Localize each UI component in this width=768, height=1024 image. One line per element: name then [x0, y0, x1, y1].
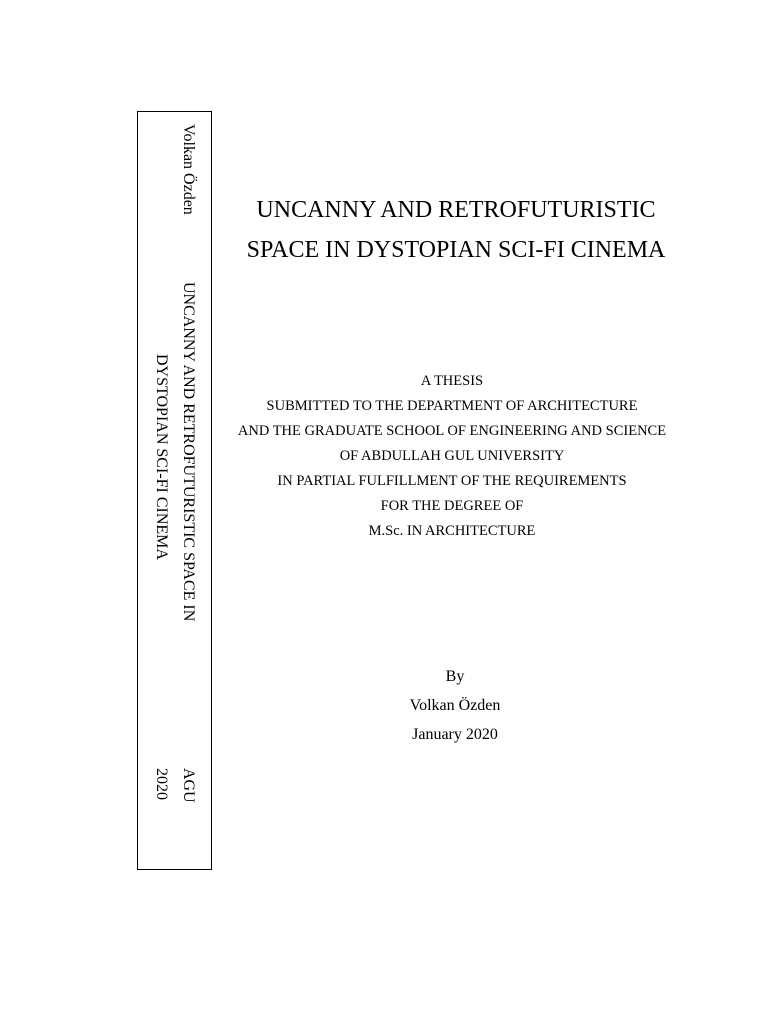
book-spine — [137, 111, 212, 870]
thesis-statement-line: FOR THE DEGREE OF — [380, 498, 524, 514]
thesis-statement-line: AND THE GRADUATE SCHOOL OF ENGINEERING AND SCIENCE — [237, 423, 667, 439]
spine-author: Volkan Özden — [180, 124, 197, 215]
byline-author: Volkan Özden — [409, 697, 501, 714]
thesis-statement-line: OF ABDULLAH GUL UNIVERSITY — [339, 448, 565, 464]
thesis-statement-line: SUBMITTED TO THE DEPARTMENT OF ARCHITECTURE — [266, 398, 638, 414]
spine-title-line2: DYSTOPIAN SCI-FI CINEMA — [153, 354, 170, 560]
byline-date: January 2020 — [412, 726, 498, 743]
thesis-title-line1: UNCANNY AND RETROFUTURISTIC — [256, 197, 656, 223]
spine-left-column — [150, 112, 172, 869]
spine-right-column — [177, 112, 199, 869]
spine-year: 2020 — [153, 768, 170, 800]
thesis-statement — [212, 369, 692, 544]
spine-institution: AGU — [180, 768, 197, 803]
thesis-statement-line: IN PARTIAL FULFILLMENT OF THE REQUIREMENTS — [277, 473, 627, 489]
byline-by: By — [445, 668, 465, 685]
thesis-title — [222, 190, 690, 270]
thesis-title-line2: SPACE IN DYSTOPIAN SCI-FI CINEMA — [246, 237, 666, 263]
spine-title-line1: UNCANNY AND RETROFUTURISTIC SPACE IN — [180, 282, 197, 622]
thesis-statement-line: M.Sc. IN ARCHITECTURE — [368, 523, 536, 539]
byline — [300, 662, 610, 749]
thesis-statement-line: A THESIS — [420, 373, 484, 389]
